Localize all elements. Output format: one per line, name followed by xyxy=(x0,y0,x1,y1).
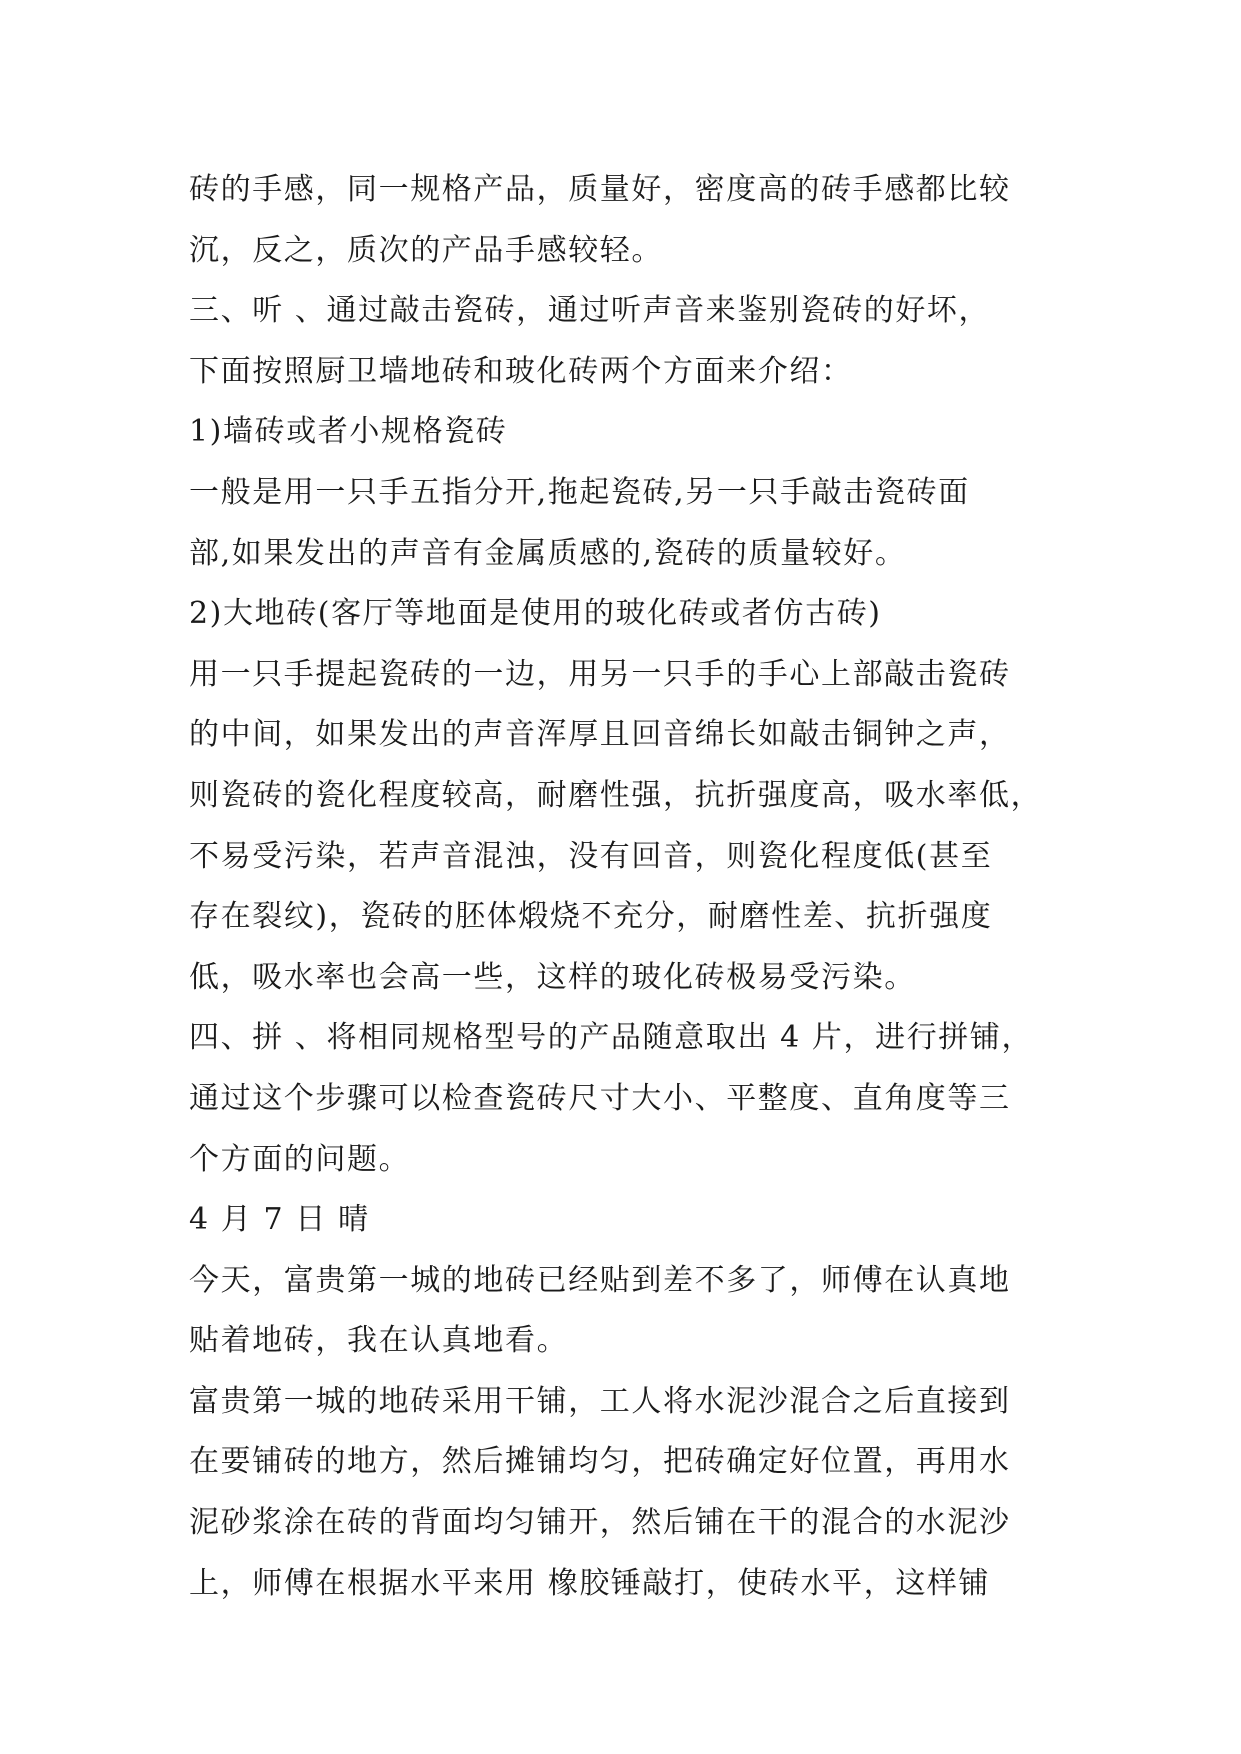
text-line: 下面按照厨卫墙地砖和玻化砖两个方面来介绍： xyxy=(189,353,853,389)
text-line: 一般是用一只手五指分开,拖起瓷砖,另一只手敲击瓷砖面 xyxy=(189,474,970,510)
text-line: 三、听 、通过敲击瓷砖，通过听声音来鉴别瓷砖的好坏， xyxy=(189,293,991,329)
text-line: 贴着地砖，我在认真地看。 xyxy=(189,1323,569,1359)
text-line: 则瓷砖的瓷化程度较高，耐磨性强，抗折强度高，吸水率低， xyxy=(189,777,1043,813)
text-line: 在要铺砖的地方，然后摊铺均匀，把砖确定好位置，再用水 xyxy=(189,1444,1011,1480)
text-line: 四、拼 、将相同规格型号的产品随意取出 4 片，进行拼铺， xyxy=(189,1020,1034,1056)
date-heading: 4 月 7 日 晴 xyxy=(189,1202,370,1238)
text-line: 富贵第一城的地砖采用干铺，工人将水泥沙混合之后直接到 xyxy=(189,1383,1011,1419)
text-line: 的中间，如果发出的声音浑厚且回音绵长如敲击铜钟之声， xyxy=(189,717,1011,753)
text-line: 个方面的问题。 xyxy=(189,1141,411,1177)
text-line: 不易受污染，若声音混浊，没有回音，则瓷化程度低(甚至 xyxy=(189,838,993,874)
text-line: 沉，反之，质次的产品手感较轻。 xyxy=(189,232,663,268)
document-body xyxy=(189,160,1069,1614)
text-line: 今天，富贵第一城的地砖已经贴到差不多了，师傅在认真地 xyxy=(189,1262,1011,1298)
text-line: 上，师傅在根据水平来用 橡胶锤敲打，使砖水平，这样铺 xyxy=(189,1565,991,1601)
text-line: 泥砂浆涂在砖的背面均匀铺开，然后铺在干的混合的水泥沙 xyxy=(189,1505,1011,1541)
text-line: 存在裂纹)，瓷砖的胚体煅烧不充分，耐磨性差、抗折强度 xyxy=(189,899,993,935)
text-line: 砖的手感，同一规格产品，质量好，密度高的砖手感都比较 xyxy=(189,172,1011,207)
text-line: 用一只手提起瓷砖的一边，用另一只手的手心上部敲击瓷砖 xyxy=(189,656,1011,692)
text-line: 部,如果发出的声音有金属质感的,瓷砖的质量较好。 xyxy=(189,535,907,571)
text-line: 通过这个步骤可以检查瓷砖尺寸大小、平整度、直角度等三 xyxy=(189,1080,1011,1116)
text-line: 2)大地砖(客厅等地面是使用的玻化砖或者仿古砖) xyxy=(189,596,882,632)
text-line: 低，吸水率也会高一些，这样的玻化砖极易受污染。 xyxy=(189,959,916,995)
text-line: 1)墙砖或者小规格瓷砖 xyxy=(189,414,508,450)
